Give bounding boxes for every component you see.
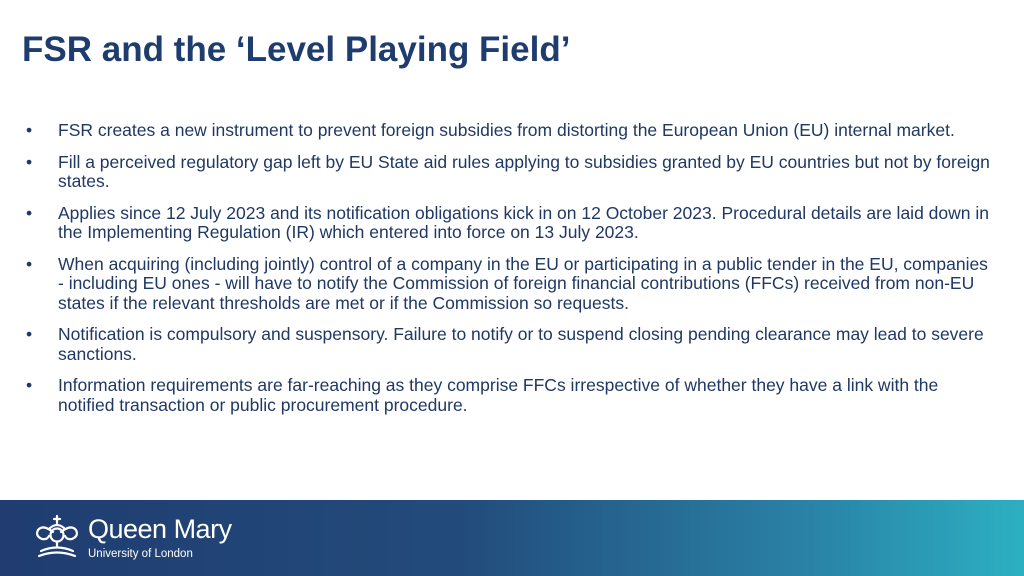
bullet-text: Fill a perceived regulatory gap left by EU State aid rules applying to subsidies granted by EU countries but not by foreign states. <box>58 151 990 191</box>
bullet-text: FSR creates a new instrument to prevent foreign subsidies from distorting the European Union (EU) internal market. <box>58 120 955 140</box>
bullet-text: Notification is compulsory and suspensory. Failure to notify or to suspend closing pending clearance may lead to severe sanctions. <box>58 324 984 364</box>
logo-name: Queen Mary <box>88 514 232 544</box>
bullet-item <box>0 376 1024 415</box>
bullet-item <box>0 121 1024 141</box>
bullet-item <box>0 153 1024 192</box>
bullet-list <box>0 121 1024 427</box>
bullet-marker: • <box>26 202 33 223</box>
bullet-marker: • <box>26 375 33 395</box>
bullet-text: Applies since 12 July 2023 and its notification obligations kick in on 12 October 2023. Procedural details are laid down in the Implementing Regulation (IR) which entered into force on 13 July 2023. <box>58 202 989 242</box>
bullet-item <box>0 204 1024 243</box>
bullet-text: Information requirements are far-reaching as they comprise FFCs irrespective of whether they have a link with the notified transaction or public procurement procedure. <box>58 375 939 415</box>
logo-text <box>88 514 232 562</box>
bullet-marker: • <box>26 120 33 140</box>
logo-subtitle: University of London <box>88 548 193 560</box>
bullet-marker: • <box>26 324 33 344</box>
crest-icon <box>34 514 80 562</box>
university-logo <box>34 508 232 568</box>
bullet-marker: • <box>26 151 33 172</box>
bullet-item <box>0 325 1024 364</box>
bullet-marker: • <box>26 253 33 274</box>
slide-title: FSR and the ‘Level Playing Field’ <box>22 30 571 69</box>
bullet-text: When acquiring (including jointly) control of a company in the EU or participating in a public tender in the EU, companies - including EU ones - will have to notify the Commission of foreign financial contributions (FFCs) received from non-EU states if the relevant thresholds are met or if the Commission so requests. <box>58 253 988 313</box>
bullet-item <box>0 255 1024 314</box>
